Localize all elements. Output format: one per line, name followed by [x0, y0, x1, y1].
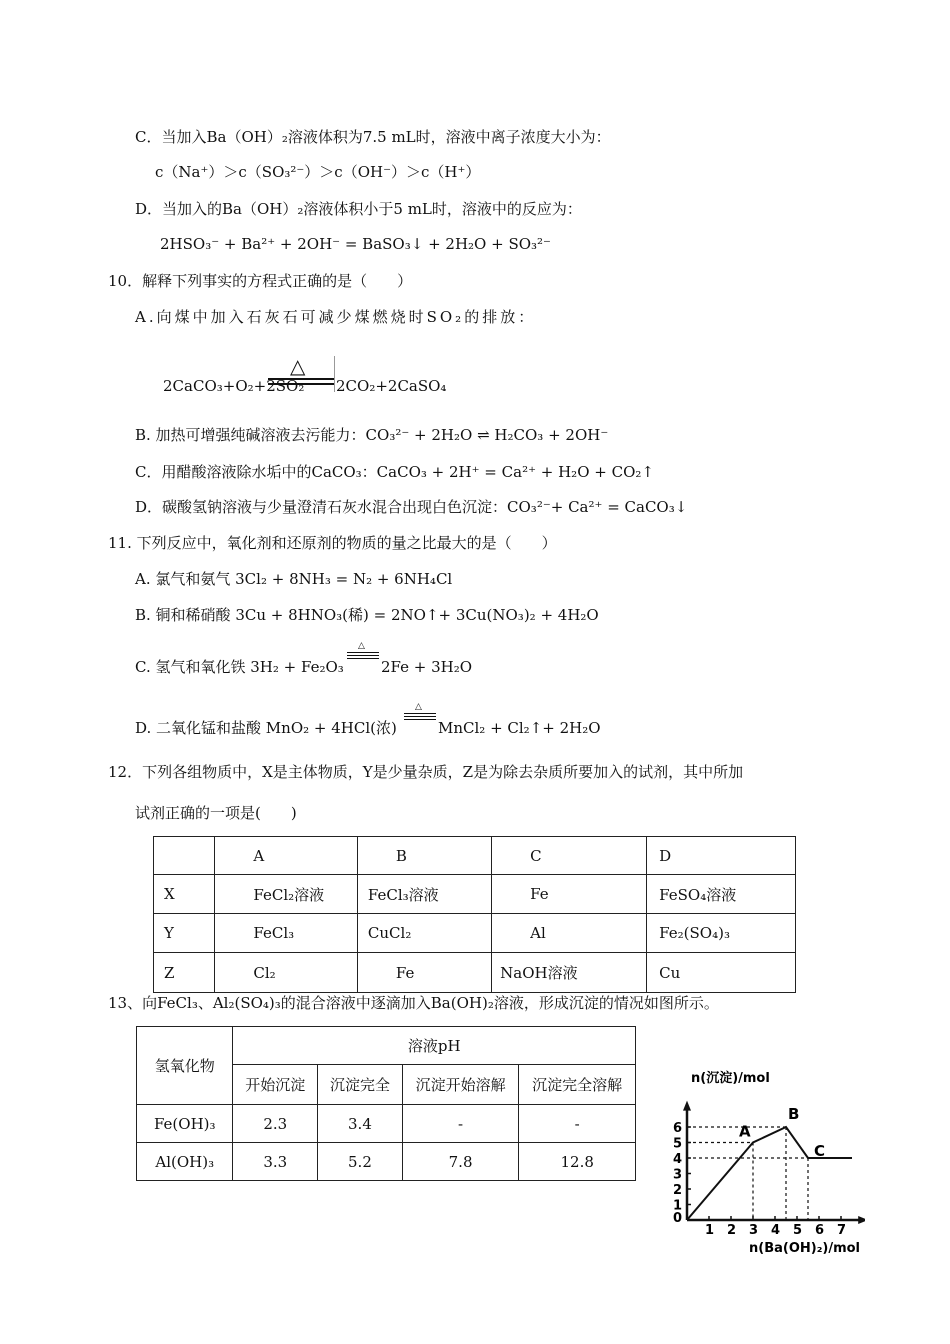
chart-y-axis-arrow: [683, 1101, 691, 1111]
q13-cell: 3.4: [318, 1105, 403, 1143]
table-row: [154, 875, 796, 914]
q13-stem: 13、向FeCl₃、Al₂(SO₄)₃的混合溶液中逐滴加入Ba(OH)₂溶液，形成沉淀的情况如图所示。: [108, 994, 719, 1012]
q12-cell: Al: [492, 914, 647, 953]
q9-option-d-line2: 2HSO₃⁻ + Ba²⁺ + 2OH⁻ = BaSO₃↓ + 2H₂O + SO₃²⁻: [160, 235, 551, 253]
q13-header-row: [137, 1027, 636, 1065]
q12-stem-line2: 试剂正确的一项是( ): [135, 804, 297, 822]
q12-header-cell: D: [647, 837, 796, 875]
q10-option-a-text: A.向煤中加入石灰石可减少煤燃烧时SO₂的排放：: [135, 308, 537, 326]
chart-point-label: B: [788, 1105, 800, 1123]
chart-y-tick-label: 6: [673, 1121, 683, 1136]
q13-corner-cell: 氢氧化物: [137, 1027, 233, 1105]
q12-cell: FeCl₃: [215, 914, 358, 953]
q13-cell: 12.8: [519, 1143, 636, 1181]
chart-x-tick-label: 1: [705, 1223, 715, 1238]
q12-cell: Y: [154, 914, 215, 953]
q13-subheader-cell: 开始沉淀: [233, 1065, 318, 1105]
q10-stem: 10．解释下列事实的方程式正确的是（ ）: [108, 272, 413, 290]
q10-option-c: C．用醋酸溶液除水垢中的CaCO₃：CaCO₃ + 2H⁺ = Ca²⁺ + H₂O + CO₂↑: [135, 463, 654, 481]
q13-cell: -: [402, 1105, 519, 1143]
chart-x-tick-label: 7: [837, 1223, 847, 1238]
q9-option-c-line1: C．当加入Ba（OH）₂溶液体积为7.5 mL时，溶液中离子浓度大小为：: [135, 128, 611, 146]
q9-option-d-line1: D．当加入的Ba（OH）₂溶液体积小于5 mL时，溶液中的反应为：: [135, 200, 582, 218]
chart-series-line: [687, 1127, 852, 1220]
q10-a-arrow: [268, 356, 335, 392]
precipitate-chart-svg: [665, 1060, 865, 1260]
q12-header-cell: A: [215, 837, 358, 875]
chart-x-tick-label: 2: [727, 1223, 737, 1238]
q11-d-arrow: [404, 703, 436, 723]
q10-a-products: 2CO₂+2CaSO₄: [336, 377, 447, 395]
q13-cell: 5.2: [318, 1143, 403, 1181]
q13-cell: Al(OH)₃: [137, 1143, 233, 1181]
table-row: [154, 953, 796, 993]
q13-group-header: 溶液pH: [233, 1027, 636, 1065]
chart-x-axis-arrow: [858, 1216, 865, 1224]
q12-cell: Cl₂: [215, 953, 358, 993]
chart-y-axis-label: n(沉淀)/mol: [691, 1071, 770, 1086]
q11-c-arrow: [347, 642, 379, 662]
q12-cell: FeSO₄溶液: [647, 875, 796, 914]
q10-a-reactants: 2CaCO₃+O₂+2SO₂: [163, 377, 305, 395]
chart-y-tick-label: 1: [673, 1198, 683, 1214]
q11-option-a: A. 氯气和氨气 3Cl₂ + 8NH₃ = N₂ + 6NH₄Cl: [135, 570, 453, 588]
q12-cell: Z: [154, 953, 215, 993]
q12-stem-line1: 12．下列各组物质中，X是主体物质，Y是少量杂质，Z是为除去杂质所要加入的试剂，其中所加: [108, 763, 744, 781]
q12-header-row: [154, 837, 796, 875]
q11-stem: 11. 下列反应中，氧化剂和还原剂的物质的量之比最大的是（ ）: [108, 534, 557, 552]
chart-y-tick-label: 3: [673, 1167, 683, 1183]
q11-c-right: 2Fe + 3H₂O: [381, 658, 473, 676]
q10-a-heat-symbol: △: [290, 354, 306, 378]
q13-subheader-cell: 沉淀完全: [318, 1065, 403, 1105]
q13-cell: 7.8: [402, 1143, 519, 1181]
q13-subheader-cell: 沉淀开始溶解: [402, 1065, 519, 1105]
chart-point-label: A: [739, 1122, 751, 1141]
q12-cell: CuCl₂: [357, 914, 491, 953]
q12-table: [153, 836, 796, 993]
q11-d-right: MnCl₂ + Cl₂↑+ 2H₂O: [438, 719, 601, 737]
q10-option-b: B. 加热可增强纯碱溶液去污能力：CO₃²⁻ + 2H₂O ⇌ H₂CO₃ + 2OH⁻: [135, 426, 609, 444]
q11-c-heat-symbol: △: [358, 641, 365, 651]
q12-header-cell: [154, 837, 215, 875]
q13-cell: Fe(OH)₃: [137, 1105, 233, 1143]
chart-x-tick-label: 3: [749, 1223, 759, 1238]
q12-cell: Fe: [357, 953, 491, 993]
q13-ph-table: [136, 1026, 636, 1181]
q12-cell: FeCl₂溶液: [215, 875, 358, 914]
chart-x-tick-label: 0: [673, 1211, 683, 1226]
q11-d-left: D. 二氧化锰和盐酸 MnO₂ + 4HCl(浓): [135, 719, 397, 737]
q11-d-heat-symbol: △: [415, 702, 422, 712]
q12-cell: NaOH溶液: [492, 953, 647, 993]
q12-header-cell: B: [357, 837, 491, 875]
q12-cell: FeCl₃溶液: [357, 875, 491, 914]
chart-y-tick-label: 5: [673, 1136, 683, 1152]
q11-option-b: B. 铜和稀硝酸 3Cu + 8HNO₃(稀) = 2NO↑+ 3Cu(NO₃)₂ + 4H₂O: [135, 606, 599, 624]
chart-x-tick-label: 4: [771, 1223, 781, 1238]
chart-x-axis-label: n(Ba(OH)₂)/mol: [749, 1241, 861, 1256]
chart-y-tick-label: 4: [673, 1152, 683, 1167]
q10-option-d: D．碳酸氢钠溶液与少量澄清石灰水混合出现白色沉淀：CO₃²⁻+ Ca²⁺ = CaCO₃↓: [135, 498, 688, 516]
q12-cell: Fe₂(SO₄)₃: [647, 914, 796, 953]
chart-y-tick-label: 2: [673, 1183, 683, 1198]
q11-c-left: C. 氢气和氧化铁 3H₂ + Fe₂O₃: [135, 658, 344, 676]
table-row: [137, 1143, 636, 1181]
q13-cell: -: [519, 1105, 636, 1143]
table-row: [137, 1105, 636, 1143]
chart-x-tick-label: 5: [793, 1223, 803, 1238]
q12-cell: Fe: [492, 875, 647, 914]
precipitate-chart: [665, 1060, 865, 1260]
chart-point-label: C: [814, 1142, 826, 1160]
q13-cell: 3.3: [233, 1143, 318, 1181]
q13-subheader-cell: 沉淀完全溶解: [519, 1065, 636, 1105]
chart-x-tick-label: 6: [815, 1223, 825, 1238]
q13-cell: 2.3: [233, 1105, 318, 1143]
q12-header-cell: C: [492, 837, 647, 875]
table-row: [154, 914, 796, 953]
q12-cell: Cu: [647, 953, 796, 993]
q12-cell: X: [154, 875, 215, 914]
q9-option-c-line2: c（Na⁺）＞c（SO₃²⁻）＞c（OH⁻）＞c（H⁺）: [155, 163, 481, 181]
